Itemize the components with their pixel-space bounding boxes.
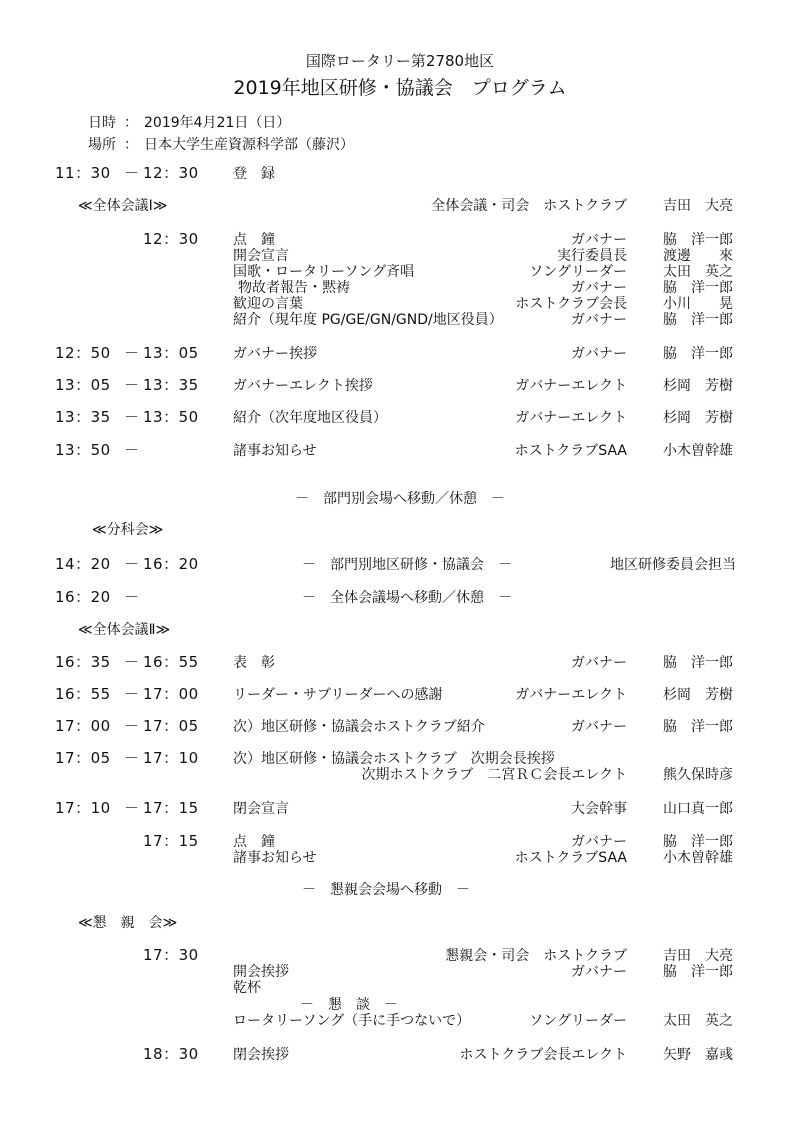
program-item: 次）地区研修・協議会ホストクラブ 次期会長挨拶 <box>233 751 555 767</box>
program-name: 脇 洋一郎 <box>663 346 733 362</box>
dash: － <box>124 408 140 426</box>
program-item: 歓迎の言葉 <box>233 296 303 312</box>
program-role: ガバナー <box>571 655 627 671</box>
program-name: 小川 晃 <box>663 296 733 312</box>
program-name: 小木曽幹雄 <box>663 443 733 459</box>
program-name: 脇 洋一郎 <box>663 964 733 980</box>
program-name: 脇 洋一郎 <box>663 655 733 671</box>
breakout-charge: 地区研修委員会担当 <box>610 557 736 573</box>
program-name: 熊久保時彦 <box>663 767 733 783</box>
time-start: 14：20 <box>55 555 111 573</box>
time-start: 17：15 <box>143 832 199 850</box>
program-name: 杉岡 芳樹 <box>663 378 733 394</box>
program-name: 脇 洋一郎 <box>663 312 733 328</box>
program-item: 国歌・ロータリーソング斉唱 <box>233 264 415 280</box>
plenary1-emcee-role: 全体会議・司会 ホストクラブ <box>431 198 627 214</box>
colon: ： <box>124 115 138 131</box>
program-name: 太田 英之 <box>663 264 733 280</box>
program-name: 脇 洋一郎 <box>663 719 733 735</box>
program-role: ホストクラブ会長エレクト <box>459 1047 627 1063</box>
registration: 登 録 <box>233 166 275 182</box>
time-start: 13：35 <box>55 408 111 426</box>
time-start: 17：05 <box>55 749 111 767</box>
program-role: ホストクラブ会長 <box>515 296 627 312</box>
program-role: ソングリーダー <box>529 1013 627 1029</box>
time-end: 16：20 <box>143 555 199 573</box>
program-item: 物故者報告・黙祷 <box>238 280 350 296</box>
program-item: 諸事お知らせ <box>233 443 317 459</box>
program-name: 杉岡 芳樹 <box>663 687 733 703</box>
program-item: ガバナー挨拶 <box>233 346 317 362</box>
chat-notice: － 懇 談 － <box>300 997 398 1013</box>
program-name: 山口真一郎 <box>663 801 733 817</box>
program-role: ガバナーエレクト <box>515 410 627 426</box>
program-name: 小木曽幹雄 <box>663 850 733 866</box>
break-notice: － 部門別会場へ移動／休憩 － <box>295 491 505 507</box>
program-role: ガバナー <box>571 834 627 850</box>
time-start: 17：10 <box>55 799 111 817</box>
time-start: 12：50 <box>55 344 111 362</box>
program-role: ガバナー <box>571 232 627 248</box>
program-item: ロータリーソング（手に手つないで） <box>233 1013 471 1029</box>
dash: － <box>124 588 140 606</box>
section-breakout: ≪分科会≫ <box>92 522 164 538</box>
program-item: リーダー・サブリーダーへの感謝 <box>233 687 443 703</box>
time-end: 17：10 <box>143 749 199 767</box>
time-start: 16：55 <box>55 685 111 703</box>
date-label: 日時 <box>88 115 116 131</box>
dash: － <box>124 441 140 459</box>
program-name: 渡邊 來 <box>663 248 733 264</box>
plenary1-emcee-name: 吉田 大亮 <box>663 198 733 214</box>
break-notice: － 懇親会会場へ移動 － <box>302 882 470 898</box>
time-end: 13：05 <box>143 344 199 362</box>
section-plenary1: ≪全体会議Ⅰ≫ <box>78 198 168 214</box>
dash: － <box>124 376 140 394</box>
time-start: 18：30 <box>143 1045 199 1063</box>
program-role: 次期ホストクラブ 二宮ＲＣ会長エレクト <box>361 767 627 783</box>
program-role: ホストクラブSAA <box>514 850 627 866</box>
dash: － <box>124 685 140 703</box>
program-role: ホストクラブSAA <box>514 443 627 459</box>
place-label: 場所 <box>88 137 116 153</box>
colon: ： <box>124 137 138 153</box>
program-role: ガバナーエレクト <box>515 378 627 394</box>
time-end: 16：55 <box>143 653 199 671</box>
program-item: ガバナーエレクト挨拶 <box>233 378 373 394</box>
page-title: 2019年地区研修・協議会 プログラム <box>233 77 567 99</box>
time-start: 17：00 <box>55 717 111 735</box>
social-emcee-name: 吉田 大亮 <box>663 948 733 964</box>
program-item: 閉会挨拶 <box>233 1047 289 1063</box>
social-emcee-role: 懇親会・司会 ホストクラブ <box>445 948 627 964</box>
time-start: 12：30 <box>143 230 199 248</box>
break-notice: － 全体会議場へ移動／休憩 － <box>302 590 512 606</box>
place-value: 日本大学生産資源科学部（藤沢） <box>144 137 354 153</box>
program-role: 実行委員長 <box>557 248 627 264</box>
dash: － <box>124 717 140 735</box>
program-role: ガバナー <box>571 719 627 735</box>
time-start: 17：30 <box>143 946 199 964</box>
time-end: 17：00 <box>143 685 199 703</box>
time-end: 13：35 <box>143 376 199 394</box>
program-item: 閉会宣言 <box>233 801 289 817</box>
toast: 乾杯 <box>233 980 261 996</box>
program-name: 太田 英之 <box>663 1013 733 1029</box>
program-role: ガバナー <box>571 346 627 362</box>
time-start: 16：20 <box>55 588 111 606</box>
program-role: 大会幹事 <box>571 801 627 817</box>
program-name: 脇 洋一郎 <box>663 232 733 248</box>
program-item: 紹介（現年度 PG/GE/GN/GND/地区役員） <box>233 312 503 328</box>
org-name: 国際ロータリー第2780地区 <box>305 52 495 70</box>
time-start: 13：50 <box>55 441 111 459</box>
time-end: 12：30 <box>143 164 199 182</box>
program-item: 紹介（次年度地区役員） <box>233 410 387 426</box>
time-end: 13：50 <box>143 408 199 426</box>
breakout-session: － 部門別地区研修・協議会 － <box>302 557 512 573</box>
program-item: 開会宣言 <box>233 248 289 264</box>
section-plenary2: ≪全体会議Ⅱ≫ <box>78 622 171 638</box>
time-start: 11：30 <box>55 164 111 182</box>
time-end: 17：05 <box>143 717 199 735</box>
program-item: 表 彰 <box>233 655 275 671</box>
dash: － <box>124 344 140 362</box>
section-social: ≪懇 親 会≫ <box>78 915 178 931</box>
program-item: 点 鐘 <box>233 232 275 248</box>
program-name: 矢野 嘉彧 <box>663 1047 733 1063</box>
time-end: 17：15 <box>143 799 199 817</box>
time-start: 16：35 <box>55 653 111 671</box>
program-item: 諸事お知らせ <box>233 850 317 866</box>
program-role: ガバナー <box>571 312 627 328</box>
dash: － <box>124 653 140 671</box>
program-name: 脇 洋一郎 <box>663 280 733 296</box>
dash: － <box>124 555 140 573</box>
program-item: 点 鐘 <box>233 834 275 850</box>
dash: － <box>124 799 140 817</box>
program-item: 次）地区研修・協議会ホストクラブ紹介 <box>233 719 485 735</box>
date-value: 2019年4月21日（日） <box>144 115 291 131</box>
program-role: ガバナー <box>571 280 627 296</box>
program-name: 脇 洋一郎 <box>663 834 733 850</box>
time-start: 13：05 <box>55 376 111 394</box>
program-item: 開会挨拶 <box>233 964 289 980</box>
dash: － <box>124 749 140 767</box>
program-role: ソングリーダー <box>529 264 627 280</box>
program-role: ガバナーエレクト <box>515 687 627 703</box>
program-role: ガバナー <box>571 964 627 980</box>
dash: － <box>124 164 140 182</box>
program-name: 杉岡 芳樹 <box>663 410 733 426</box>
